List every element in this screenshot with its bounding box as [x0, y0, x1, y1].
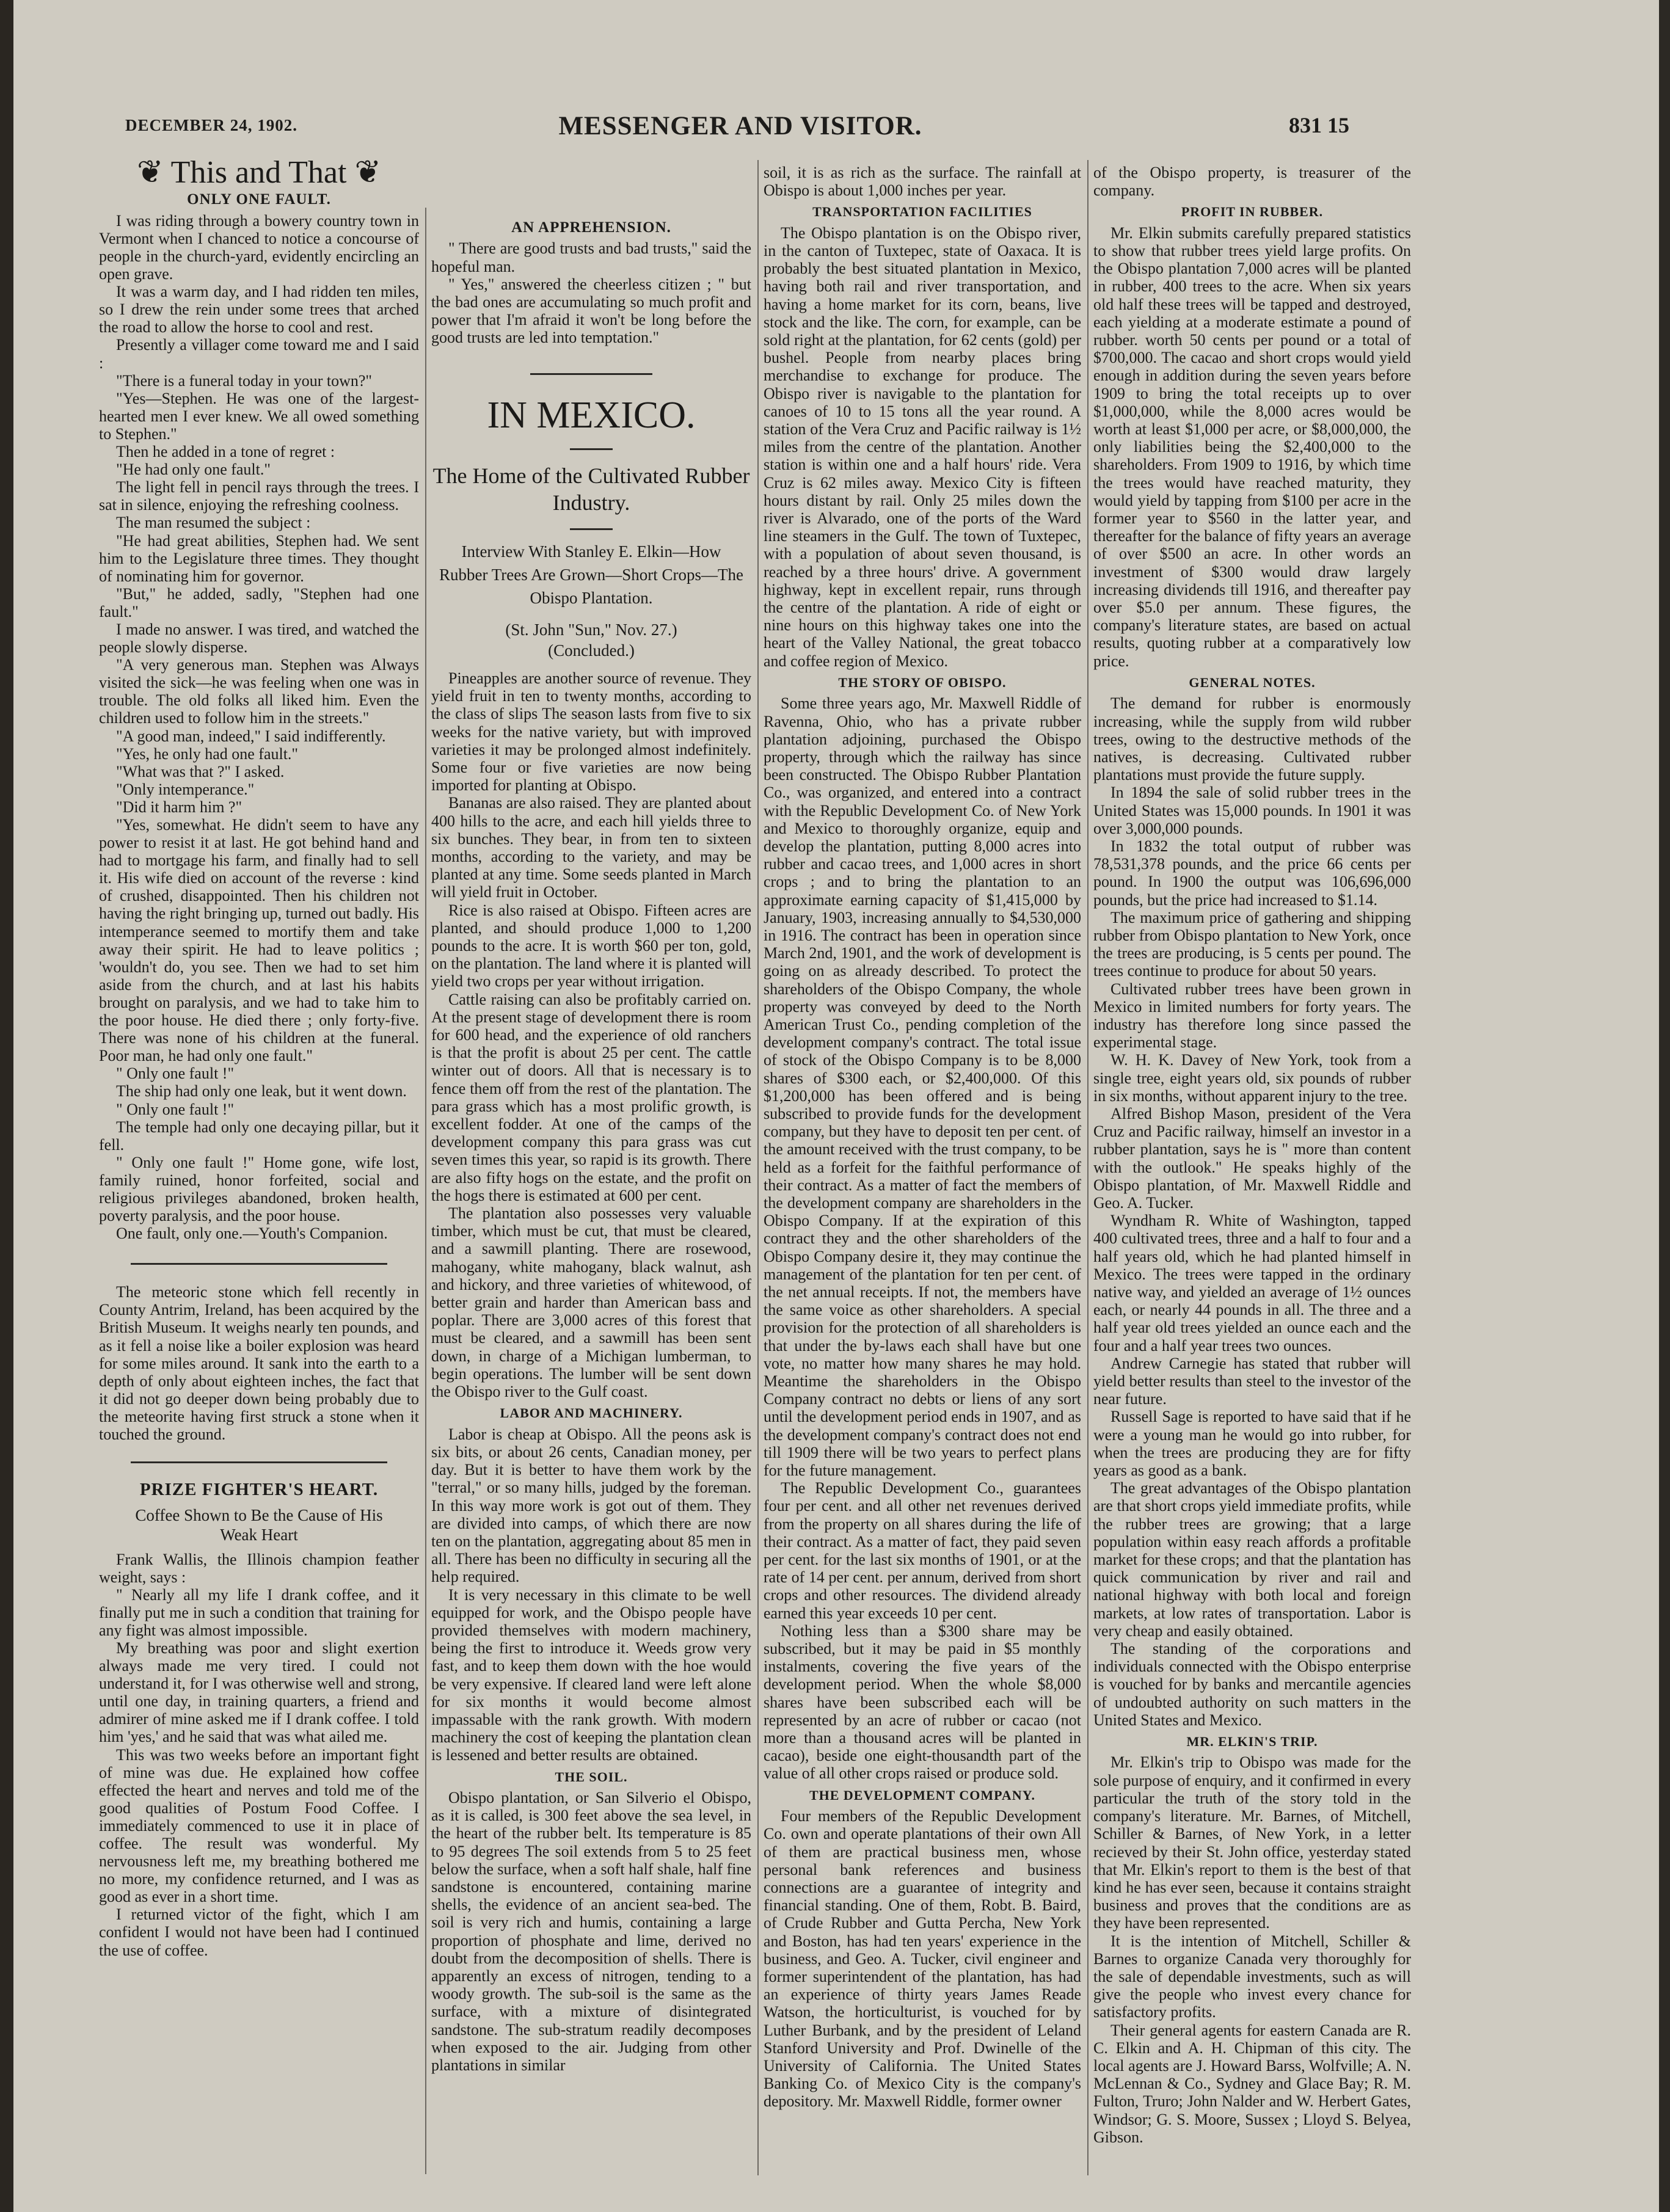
paragraph: This was two weeks before an important fight of mine was due. He explained how coffee effected the heart and nerves and told me of the good qualities of Postum Food Coffee. I immediately commenced to use it in place of coffee. The result was wonderful. My nervousness left me, my breathing bothered me no more, my confidence returned, and I was as good as ever in a short time. — [99, 1745, 419, 1906]
paragraph: Mr. Elkin's trip to Obispo was made for the sole purpose of enquiry, and it confirmed in every particular the truth of the story told in the company's literature. Mr. Barnes, of Mitchell, Schiller & Barnes, of New York, in a letter recieved by their St. John office, yesterday stated that Mr. Elkin's report to them is the best of that kind he has ever seen, because it contains straight business and proves that the conditions are as they have been represented. — [1093, 1753, 1411, 1932]
paragraph: Cultivated rubber trees have been grown in Mexico in limited numbers for forty years. The industry has therefore long since passed the experimental stage. — [1093, 980, 1411, 1052]
page-number: 831 15 — [1289, 113, 1349, 137]
paragraph: The demand for rubber is enormously increasing, while the supply from wild rubber trees, owing to the destructive methods of the natives, is decreasing. Cultivated rubber plantations must provide the future supply. — [1093, 694, 1411, 784]
divider — [570, 528, 613, 530]
column-1 — [99, 160, 419, 2200]
article-deck: Interview With Stanley E. Elkin—How Rubber Trees Are Grown—Short Crops—The Obispo Plantation. — [439, 542, 743, 607]
paragraph: Some three years ago, Mr. Maxwell Riddle of Ravenna, Ohio, who has a private rubber plantation adjoining, purchased the Obispo property, through which the railway has since been constructed. The Obispo Rubber Plantation Co., was organized, and entered into a contract with the Republic Development Co. of New York and Mexico to thoroughly organize, equip and develop the plantation, putting 8,000 acres into rubber and cacao trees, and 1,000 acres in short crops ; and to bring the plantation to an approximate earning capacity of $1,415,000 by January, 1903, increasing annually to $4,530,000 in 1916. The contract has been in operation since March 2nd, 1901, and the work of development is going on as already described. To protect the shareholders of the Obispo Company, the whole property was conveyed by deed to the North American Trust Co., pending completion of the development company's contract. The total issue of stock of the Obispo Company is to be 8,000 shares of $300 each, or $2,400,000. Of this $1,200,000 has been offered and is being subscribed to provide funds for the development company, but they have to deposit ten per cent. of the amount received with the trust company, to be held as a forfeit for the faithful performance of their contract. As a matter of fact the members of the development company are shareholders in the Obispo Company. If at the expiration of this contract they and the other shareholders of the Obispo Company desire it, they may continue the management of the plantation for ten per cent. of the net annual receipts. If not, the members have the same voice as other shareholders. A special provision for the protection of all shareholders is that under the by-laws each shall have but one vote, no matter how many shares he may hold. Meantime the shareholders in the Obispo Company contract no debts or liens of any sort until the development period ends in 1907, and as the development company's contract does not end till 1909 there will be two years to perfect plans for the future management. — [764, 694, 1081, 1480]
paragraph: Obispo plantation, or San Silverio el Obispo, as it is called, is 300 feet above the sea level, in the heart of the rubber belt. Its temperature is 85 to 95 degrees The soil extends from 5 to 25 feet below the surface, when a soft half shale, half fine sandstone is encountered, containing marine shells, the evidence of an ancient sea-bed. The soil is very rich and humis, containing a large proportion of phosphate and lime, derived no doubt from the decomposition of shells. There is apparently an excess of nitrogen, tending to a woody growth. The sub-soil is the same as the surface, with a mixture of disintegrated sandstone. The sub-stratum readily decomposes when exposed to the air. Judging from other plantations in similar — [431, 1788, 751, 2075]
paragraph: " Nearly all my life I drank coffee, and it finally put me in such a condition that training for any fight was almost impossible. — [99, 1585, 419, 1639]
left-page-edge — [0, 0, 13, 2212]
paragraph: The plantation also possesses very valuable timber, which must be cut, that must be cleared, and a sawmill planting. There are rosewood, mahogany, white mahogany, black walnut, ash and hickory, and three varieties of whitewood, of better grain and harder than American bass and poplar. There are 3,000 acres of this forest that must be cleared, and a sawmill has been sent down, in charge of a Michigan lumberman, to begin operations. The lumber will be sent down the Obispo river to the Gulf coast. — [431, 1204, 751, 1401]
paragraph: Labor is cheap at Obispo. All the peons ask is six bits, or about 26 cents, Canadian money, per day. But it is better to have them work by the "terral," or so many hills, judged by the foreman. In this way more work is got out of them. They are divided into camps, of which there are now ten on the plantation, aggregating about 85 men in all. There has been no difficulty in securing all the help required. — [431, 1425, 751, 1586]
column-3 — [764, 164, 1081, 2200]
column-rule — [425, 208, 426, 2174]
soil-heading: THE SOIL. — [555, 1769, 628, 1785]
paragraph: In 1832 the total output of rubber was 78,531,378 pounds, and the price 66 cents per pound. In 1900 the output was 106,696,000 pounds, but the price had increased to $1.14. — [1093, 837, 1411, 909]
paragraph: "There is a funeral today in your town?" — [116, 371, 373, 390]
article-subtitle: The Home of the Cultivated Rubber Industry. — [432, 463, 750, 515]
paragraph: "A good man, indeed," I said indifferently. — [116, 727, 386, 745]
development-heading: THE DEVELOPMENT COMPANY. — [809, 1787, 1036, 1803]
paragraph: The temple had only one decaying pillar, but it fell. — [99, 1118, 419, 1154]
paragraph: Frank Wallis, the Illinois champion feather weight, says : — [99, 1550, 419, 1586]
paragraph: It is the intention of Mitchell, Schiller & Barnes to organize Canada very thoroughly for the sale of dependable investments, such as will give the people who invest every chance for satisfactory profits. — [1093, 1932, 1411, 2021]
leaf-ornament-icon: ❦ — [354, 160, 382, 190]
paragraph: of the Obispo property, is treasurer of the company. — [1093, 164, 1411, 200]
paragraph: "Yes—Stephen. He was one of the largest-hearted men I ever knew. We all owed something to Stephen." — [99, 389, 419, 443]
column-rule — [1087, 160, 1088, 2175]
paragraph: "Yes, somewhat. He didn't seem to have any power to resist it at last. He got behind hand and had to mortgage his farm, and finally had to sell it. His wife died on account of the reverse : kind of crushed, disappointed. Then his children not having the right bringing up, turned out badly. His intemperance seemed to mortify them and take away their spirit. He had to leave politics ; 'wouldn't do, you see. Then we had to set him aside from the church, and at last his habits brought on paralysis, and we had to take him to the poor house. He died there ; only forty-five. There was none of his children at the funeral. Poor man, he had only one fault." — [99, 816, 419, 1065]
paragraph: Alfred Bishop Mason, president of the Vera Cruz and Pacific railway, himself an investor in a rubber plantation, says he is " more than content with the outlook." He speaks highly of the Obispo plantation, of Mr. Maxwell Riddle and Geo. A. Tucker. — [1093, 1104, 1411, 1212]
header-date: DECEMBER 24, 1902. — [125, 116, 298, 134]
elkin-trip-heading: MR. ELKIN'S TRIP. — [1186, 1734, 1318, 1750]
this-and-that-title: This and That — [170, 160, 347, 190]
paragraph: The Obispo plantation is on the Obispo river, in the canton of Tuxtepec, state of Oaxaca. It is probably the best situated plantation in Mexico, having both rail and river transportation, and having a home market for its corn, beans, live stock and the like. The corn, for example, can be sold right at the plantation, for 62 cents (gold) per bushel. People from nearby places bring merchandise to exchange for produce. The Obispo river is navigable to the plantation for canoes of 10 to 15 tons all the year round. A station of the Vera Cruz and Pacific railway is 1½ miles from the centre of the plantation. Another station is within one and a half hours' ride. Vera Cruz is 62 miles away. Mexico City is fifteen hours distant by rail. Only 25 miles down the river is Alvarado, one of the ports of the Ward line steamers in the Gulf. The town of Tuxtepec, with a population of about seven thousand, is reached by a three hours' drive. A government highway, kept in excellent repair, runs through the centre of the plantation. A ride of eight or nine hours on this highway takes one into the heart of the Valley National, the great tobacco and coffee region of Mexico. — [764, 224, 1081, 670]
paragraph: Their general agents for eastern Canada are R. C. Elkin and A. H. Chipman of this city. The local agents are J. Howard Barss, Wolfville; A. N. McLennan & Co., Sydney and Glace Bay; R. M. Fulton, Truro; John Nalder and W. Herbert Gates, Windsor; G. S. Moore, Sussex ; Lloyd S. Belyea, Gibson. — [1093, 2021, 1411, 2146]
paragraph: " Only one fault !" — [116, 1100, 235, 1118]
paragraph: "He had only one fault." — [116, 460, 271, 479]
paragraph: Wyndham R. White of Washington, tapped 400 cultivated trees, three and a half to four and a half years old, which he had planted himself in Mexico. The trees were tapped in the ordinary native way, and yielded an average of 1½ ounces each, or nearly 44 pounds in all. The three and a half year old trees yielded an ounce each and the four and a half year trees two ounces. — [1093, 1212, 1411, 1355]
column-2 — [431, 215, 751, 2200]
general-notes-heading: GENERAL NOTES. — [1189, 674, 1316, 690]
labor-heading: LABOR AND MACHINERY. — [500, 1405, 683, 1421]
paragraph: In 1894 the sale of solid rubber trees in the United States was 15,000 pounds. In 1901 it was over 3,000,000 pounds. — [1093, 784, 1411, 837]
paragraph: I returned victor of the fight, which I am confident I would not have been had I continued the use of coffee. — [99, 1905, 419, 1959]
paragraph: "What was that ?" I asked. — [116, 762, 285, 780]
paragraph: Andrew Carnegie has stated that rubber will yield better results than steel to the investor of the near future. — [1093, 1354, 1411, 1408]
paragraph: Cattle raising can also be profitably carried on. At the present stage of development there is room for 600 head, and the experience of old ranchers is that the profit is about 25 per cent. The cattle winter out of doors. All that is necessary is to fence them off from the rest of the plantation. The para grass which has a most prolific growth, is excellent fodder. At one of the camps of the development company this para grass was cut seven times this year, so rapid is its growth. There are also fifty hogs on the estate, and the profit on the hogs there is estimated at 600 per cent. — [431, 990, 751, 1204]
story-heading: THE STORY OF OBISPO. — [838, 674, 1007, 690]
newspaper-page — [13, 0, 1670, 2212]
paragraph: Presently a villager come toward me and I said : — [99, 336, 419, 372]
paragraph: The Republic Development Co., guarantees four per cent. and all other net revenues derived from the property on all shares during the life of their contract. As a matter of fact, they paid seven per cent. for the last six months of 1901, or at the rate of 14 per cent. per annum, derived from short crops and other resources. The dividend already earned this year exceeds 10 per cent. — [764, 1479, 1081, 1622]
article-source: (St. John "Sun," Nov. 27.) — [505, 620, 677, 639]
masthead-title: MESSENGER AND VISITOR. — [558, 112, 922, 140]
story-title: ONLY ONE FAULT. — [187, 191, 331, 208]
apprehension-title: AN APPREHENSION. — [511, 219, 671, 236]
divider — [131, 1263, 387, 1265]
paragraph: The ship had only one leak, but it went down. — [116, 1082, 407, 1101]
paragraph: I was riding through a bowery country town in Vermont when I chanced to notice a concourse of people in the church-yard, evidently encircling an open grave. — [99, 211, 419, 283]
paragraph: Bananas are also raised. They are planted about 400 hills to the acre, and each hill yields three to six bunches. They bear, in from ten to sixteen months, according to the variety, and may be planted at any time. Some seeds planted in March will yield fruit in October. — [431, 794, 751, 901]
article-concluded: (Concluded.) — [548, 641, 635, 660]
transport-heading: TRANSPORTATION FACILITIES — [812, 204, 1032, 220]
paragraph: My breathing was poor and slight exertion always made me very tired. I could not understand it, for I was otherwise well and strong, until one day, in training quarters, a friend and admirer of mine asked me if I drank coffee. I told him 'yes,' and he said that was what ailed me. — [99, 1639, 419, 1746]
right-page-edge — [1659, 0, 1670, 2212]
paragraph: Nothing less than a $300 share may be subscribed, but it may be paid in $5 monthly instalments, covering the five years of the development period. When the whole $8,000 shares have been subscribed each will be represented by an acre of rubber or cacao (not more than a thousand acres will be planted in cacao), beside one eight-thousandth part of the value of all other crops raised or produce sold. — [764, 1621, 1081, 1783]
meteor-paragraph: The meteoric stone which fell recently in County Antrim, Ireland, has been acquired by the British Museum. It weighs nearly ten pounds, and as it fell a noise like a boiler explosion was heard for some miles around. It sank into the earth to a depth of only about eighteen inches, the fact that it did not go deeper down being probably due to the meteorite having first struck a stone when it touched the ground. — [99, 1283, 419, 1443]
paragraph: It is very necessary in this climate to be well equipped for work, and the Obispo people have provided themselves with modern machinery, being the first to introduce it. Weeds grow very fast, and to keep them down with the hoe would be very expensive. If cleared land were left alone for six months it would become almost impassable with the rank growth. With modern machinery the cost of keeping the plantation clean is lessened and better results are obtained. — [431, 1585, 751, 1764]
paragraph: The light fell in pencil rays through the trees. I sat in silence, enjoying the refreshing coolness. — [99, 478, 419, 514]
paragraph: I made no answer. I was tired, and watched the people slowly disperse. — [99, 620, 419, 657]
paragraph: Russell Sage is reported to have said that if he were a young man he would go into rubber, for when the trees are producing they are for fifty years as good as a bank. — [1093, 1408, 1411, 1480]
paragraph: " Only one fault !" — [116, 1064, 235, 1083]
paragraph: "Only intemperance." — [116, 780, 255, 798]
paragraph: The standing of the corporations and individuals connected with the Obispo enterprise is vouched for by banks and mercantile agencies of undoubted authority on such matters in the United States and Mexico. — [1093, 1640, 1411, 1729]
leaf-ornament-icon: ❦ — [136, 160, 164, 190]
section-title — [99, 160, 419, 190]
paragraph: "Yes, he only had one fault." — [116, 744, 299, 763]
paragraph: " Only one fault !" Home gone, wife lost, family ruined, honor forfeited, social and religious privileges abandoned, broken health, poverty paralysis, and the poor house. — [99, 1153, 419, 1225]
paragraph: " There are good trusts and bad trusts," said the hopeful man. — [431, 239, 751, 275]
paragraph: The man resumed the subject : — [116, 514, 311, 532]
profit-heading: PROFIT IN RUBBER. — [1181, 204, 1324, 220]
in-mexico-title: IN MEXICO. — [487, 394, 696, 436]
paragraph: Mr. Elkin submits carefully prepared statistics to show that rubber trees yield large profits. On the Obispo plantation 7,000 acres will be planted in rubber, 400 trees to the acre. When six years old half these trees will be tapped and destroyed, each yielding at a moderate estimate a pound of rubber. worth 50 cents per pound or a total of $700,000. The cacao and short crops would yield enough in addition during the seven years before 1909 to bring the total receipts up to over $1,000,000, while the 8,000 acres would be worth at least $1,000 per acre, or $8,000,000, the only liabilities being the $2,400,000 to the shareholders. From 1909 to 1916, by which time the trees would have reached maturity, they would yield by tapping from $100 per acre in the former year to $560 in the latter year, and thereafter for the balance of fifty years an average of over $500 an acre. In other words an investment of $300 would draw largely increasing dividends till 1916, and thereafter pay over $5.0 per annum. These figures, the company's literature states, are based on actual results, quoting rubber at a comparatively low price. — [1093, 224, 1411, 670]
paragraph: soil, it is as rich as the surface. The rainfall at Obispo is about 1,000 inches per year. — [764, 164, 1081, 200]
paragraph: Pineapples are another source of revenue. They yield fruit in ten to twenty months, according to the class of slips The season lasts from five to six weeks for the native variety, but with improved varieties it may be prolonged almost indefinitely. Some four or five varieties are now being imported for planting at Obispo. — [431, 669, 751, 795]
paragraph: "Did it harm him ?" — [116, 798, 242, 816]
paragraph: It was a warm day, and I had ridden ten miles, so I drew the rein under some trees that arched the road to allow the horse to cool and rest. — [99, 283, 419, 337]
prize-fighter-subtitle: Coffee Shown to Be the Cause of His Weak Heart — [135, 1505, 383, 1544]
paragraph: W. H. K. Davey of New York, took from a single tree, eight years old, six pounds of rubber in six months, without apparent injury to the tree. — [1093, 1051, 1411, 1105]
paragraph: " Yes," answered the cheerless citizen ; " but the bad ones are accumulating so much profit and power that I'm afraid it won't be long before the good trusts are led into temptation." — [431, 275, 751, 346]
paragraph: The maximum price of gathering and shipping rubber from Obispo plantation to New York, once the trees are producing, is 5 cents per pound. The trees continue to produce for about 50 years. — [1093, 908, 1411, 980]
divider — [131, 1461, 387, 1463]
paragraph: "But," he added, sadly, "Stephen had one fault." — [99, 584, 419, 620]
column-rule — [757, 160, 759, 2175]
paragraph: Rice is also raised at Obispo. Fifteen acres are planted, and should produce 1,000 to 1,200 pounds to the acre. It is worth $60 per ton, gold, on the plantation. The land where it is planted will yield two crops per year without irrigation. — [431, 901, 751, 991]
paragraph: "A very generous man. Stephen was Always visited the sick—he was feeling when one was in trouble. The old folks all liked him. Even the children used to follow him in the streets." — [99, 656, 419, 727]
paragraph: Four members of the Republic Development Co. own and operate plantations of their own All of them are practical business men, whose personal bank references and business connections are a guarantee of integrity and financial standing. One of them, Robt. B. Baird, of Crude Rubber and Gutta Percha, New York and Boston, has had ten years' experience in the business, and Geo. A. Tucker, civil engineer and former superintendent of the plantation, has had an experience of thirty years James Reade Watson, the horticulturist, is vouched for by Luther Burbank, and by the president of Leland Stanford University and Prof. Dwinelle of the University of California. The United States Banking Co. of Mexico City is the company's depository. Mr. Maxwell Riddle, former owner — [764, 1807, 1081, 2111]
paragraph: One fault, only one.—Youth's Companion. — [116, 1224, 388, 1243]
divider — [570, 448, 613, 450]
prize-fighter-title: PRIZE FIGHTER'S HEART. — [139, 1480, 379, 1500]
paragraph: The great advantages of the Obispo plantation are that short crops yield immediate profits, while the rubber trees are growing; that a large population within easy reach affords a profitable market for these crops; and that the plantation has quick communication by river and rail and national highway with both local and foreign markets, at low rates of transportation. Labor is very cheap and easily obtained. — [1093, 1479, 1411, 1640]
paragraph: "He had great abilities, Stephen had. We sent him to the Legislature three times. They thought of nominating him for governor. — [99, 531, 419, 585]
divider — [530, 373, 652, 375]
column-4 — [1093, 164, 1411, 2200]
paragraph: Then he added in a tone of regret : — [116, 443, 335, 461]
